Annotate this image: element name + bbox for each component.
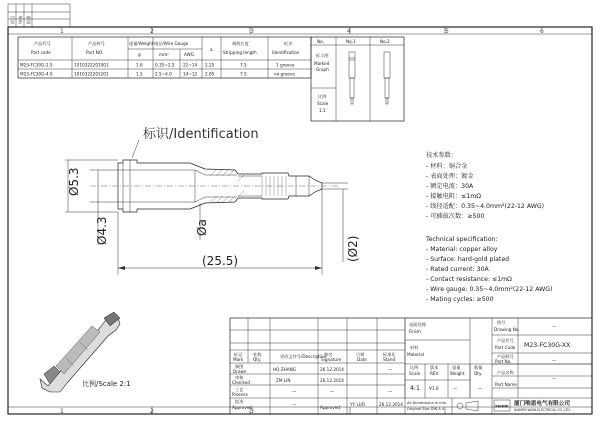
specs-cn-line-3: - 额定电流：30A (426, 183, 474, 190)
tb-scale-val: 4:1 (410, 385, 420, 392)
specs-cn-line-4: - 接触电阻：≤1mΩ (426, 193, 482, 200)
tb-qty-en: Qty. (474, 371, 483, 376)
tb-drawn-name: HQ ZHANG (273, 367, 297, 372)
row2-a: 2.85 (205, 71, 215, 77)
tb-approved-date: 26.12.2014 (379, 402, 403, 407)
tb-approved-cn: 批准 (235, 399, 244, 404)
zone-label-top-5: 5 (445, 28, 449, 35)
specs-cn-line-2: - 表面处理：镀金 (426, 173, 474, 180)
tb-drawing-no-val: M23-FC30G-XX (524, 342, 571, 349)
zone-label-top-2: 2 (150, 28, 154, 35)
tech-specs-en (425, 236, 552, 303)
row1-strip: 7.5 (240, 62, 247, 68)
tb-approved-en: Approved (232, 405, 253, 410)
tb-weight-en: Weight (450, 371, 465, 376)
tb-approved-dash: — (292, 402, 297, 407)
zone-label-bot-3: 3 (250, 408, 254, 415)
tb-qty-dash: — (478, 386, 483, 391)
th-wire-unit: mm² (159, 52, 169, 57)
zone-label-bot-2: 2 (150, 408, 154, 415)
th-part-code-en: Part code (31, 50, 51, 55)
tb-weight-cn: 重量 (452, 365, 461, 370)
tb-checked-cn: 审核 (235, 375, 244, 380)
tb-drawn-cn: 制图 (235, 364, 244, 369)
tb-approved-label: Approved (320, 405, 341, 410)
tb-process-cn: 工艺 (235, 387, 244, 392)
dim-d53: Ø5.3 (67, 167, 81, 196)
row2-mm2: 2.5~4.0 (155, 71, 172, 77)
row2-strip: 7.5 (240, 71, 247, 77)
tb-rev-val: V1.0 (429, 386, 439, 391)
tech-specs-cn (426, 151, 544, 220)
tb-mark-en: Mark (233, 357, 244, 362)
tb-change: 更改文件号/Description (280, 354, 327, 359)
tb-tol-1: All Dimensions in mm (407, 401, 447, 405)
projection-symbol (457, 401, 478, 411)
row2-weight: 1.5 (136, 71, 143, 77)
tb-process-dash-2: — (330, 389, 335, 394)
tb-count-cn: 处数 (253, 352, 262, 357)
zone-label-top-6: 6 (540, 28, 544, 35)
zone-label-top-3: 3 (250, 28, 254, 35)
row2-ident: no groove (274, 71, 296, 77)
tb-finish-en: Finish (409, 329, 421, 334)
row1-ident: 1 groove (276, 62, 295, 68)
row1-a: 2.25 (205, 62, 215, 68)
th-wire: 线径/Wire Gauge (154, 41, 189, 46)
tb-part-no-dash: — (552, 358, 557, 363)
tb-drawing-no-cn: 图号 (497, 320, 506, 325)
tb-checked-date: 26.12.2014 (320, 378, 344, 383)
tb-part-no-en: Part No. (495, 359, 512, 364)
specs-en-line-2: - Surface: hard-gold plated (426, 256, 510, 263)
specs-en-line-1: - Material: copper alloy (426, 246, 498, 253)
row1-awg: 22~14 (183, 62, 198, 68)
zone-label-top-4: 4 (347, 28, 351, 35)
th-part-no-cn: 产品料号 (88, 41, 105, 46)
mg-no1: No.1 (346, 39, 356, 44)
corner-stamp-text-2: 审核 (18, 15, 23, 24)
tb-std-cn: 标准化 (383, 352, 396, 357)
tb-part-name-en: Part Name (495, 382, 517, 387)
row2-code: M23-FC30G-4.0 (20, 71, 53, 77)
specs-cn-line-6: - 可插拔次数：≥500 (426, 213, 485, 220)
tb-drawing-no-en: Drawing No. (494, 327, 520, 332)
tb-process-en: Process (232, 392, 248, 397)
row1-part-no: 1010322201001 (74, 62, 109, 68)
specs-en-title: Technical specification: (426, 236, 498, 243)
corner-stamp (8, 4, 70, 27)
tb-part-name-dash: — (552, 376, 557, 381)
tb-scale-cn: 比例 (410, 365, 419, 370)
tb-count-en: Qty. (253, 357, 262, 362)
row1-code: M23-FC30G-2.5 (20, 62, 53, 68)
tb-weight-dash: — (453, 386, 458, 391)
mg-ratio-val: 1:1 (319, 108, 326, 113)
mg-no2: No.2 (380, 39, 390, 44)
mini-contact-1 (349, 52, 355, 104)
company-name-en: XIAMEN WAIN ELECTRICAL CO.,LTD. (514, 408, 571, 412)
row2-awg: 14~12 (183, 71, 198, 77)
tb-part-no-cn: 产品料号 (497, 354, 514, 359)
tb-scale-en: Scale (409, 371, 421, 376)
tb-rev-cn: 版本 (430, 365, 439, 370)
contact-drawing (90, 160, 338, 212)
th-a: a (210, 47, 213, 52)
tb-process-dash-1: — (292, 389, 297, 394)
corner-stamp-text-3: 批准 (26, 15, 31, 24)
dim-da: Øa (195, 219, 209, 236)
specs-en-line-5: - Wire gauge: 0.35~4.0mm²(22-12 AWG) (426, 286, 553, 293)
company-logo-text: XKHNK (495, 404, 509, 409)
tb-tol-2: Original Size DIN A 4 (407, 407, 445, 411)
identification-label: 标识/Identification (143, 127, 259, 142)
tb-checked-en: Checked (232, 380, 250, 385)
th-strip-cn: 剥线长度 (232, 41, 249, 46)
tb-drawing-no-dash: — (552, 324, 557, 329)
tb-sign-en: Signature (321, 357, 342, 362)
specs-cn-line-1: - 材料：铜合金 (426, 163, 468, 170)
th-awg: AWG (184, 52, 195, 57)
specs-cn-title: 技术参数： (426, 152, 457, 159)
dim-d2: (Ø2) (346, 235, 360, 262)
tb-drawn-date: 26.12.2014 (320, 367, 344, 372)
dimensions (65, 160, 360, 275)
th-part-no-en: Part NO. (86, 50, 104, 55)
tb-drawn-en: Drawn (233, 369, 247, 374)
row1-mm2: 0.35~2.5 (155, 62, 175, 68)
th-strip-en: Stripping length (223, 50, 257, 55)
tb-part-name-cn: 产品名称 (497, 370, 514, 375)
tb-process-dash-3: — (388, 389, 393, 394)
dim-length: (25.5) (202, 254, 239, 268)
th-ident-cn: 标识 (284, 41, 293, 46)
tb-part-code-cn: 产品代号 (497, 338, 514, 343)
specs-cn-line-5: - 线径适配：0.35~4.0mm²(22-12 AWG) (426, 203, 545, 210)
th-weight: 重量/Weight (129, 41, 154, 46)
identification-leader (132, 140, 139, 158)
zone-label-bot-1: 1 (60, 408, 64, 415)
dim-d43: Ø4.3 (95, 216, 109, 245)
company-name-cn: 厦门唯恩电气有限公司 (514, 401, 570, 407)
row1-weight: 1.6 (136, 62, 143, 68)
tb-std-en: Stand (383, 357, 396, 362)
mg-marked-en1: Marked (314, 61, 330, 66)
tb-rev-en: REV. (430, 371, 440, 376)
tb-material-en: Material (407, 352, 425, 357)
tb-part-code-en: Part Code (495, 345, 516, 350)
specs-en-line-3: - Rated current: 30A (426, 266, 489, 273)
tb-approved-name: YY LUO (350, 402, 365, 407)
mg-no: No. (317, 39, 324, 44)
tb-mark-cn: 标记 (234, 352, 243, 357)
mini-contact-2 (384, 52, 390, 104)
part-table (18, 37, 311, 78)
specs-en-line-4: - Contact resistance: ≤1mΩ (426, 276, 512, 283)
zone-label-top-1: 1 (60, 28, 64, 35)
corner-stamp-text-1: 项目 (10, 15, 15, 24)
mg-marked-cn: 标示图 (316, 53, 329, 58)
mg-marked-en2: Graph (316, 67, 329, 72)
specs-en-line-6: - Mating cycles: ≥500 (426, 296, 494, 303)
row2-part-no: 1010322201201 (74, 71, 109, 77)
tb-date-en: Date (357, 357, 368, 362)
tb-checked-name: ZM LIN (276, 378, 291, 383)
th-ident-en: Identification (272, 50, 300, 55)
tb-material-cn: 材料 (410, 345, 419, 350)
mg-ratio-cn: 比例 (318, 94, 327, 99)
th-part-code-cn: 产品代号 (34, 41, 51, 46)
tb-drawn-dash: — (388, 367, 393, 372)
mg-ratio-en: Scale (317, 101, 329, 106)
marked-graph-table (311, 37, 404, 121)
title-block (230, 318, 592, 414)
tb-date-cn: 日期 (356, 352, 365, 357)
scale-label: 比例/Scale 2:1 (82, 380, 131, 388)
tb-qty-cn: 数量 (474, 365, 483, 370)
th-weight-unit: g (138, 52, 141, 57)
tb-finish-cn: 表面处理 (409, 322, 426, 327)
tb-sign-cn: 签名 (324, 352, 333, 357)
